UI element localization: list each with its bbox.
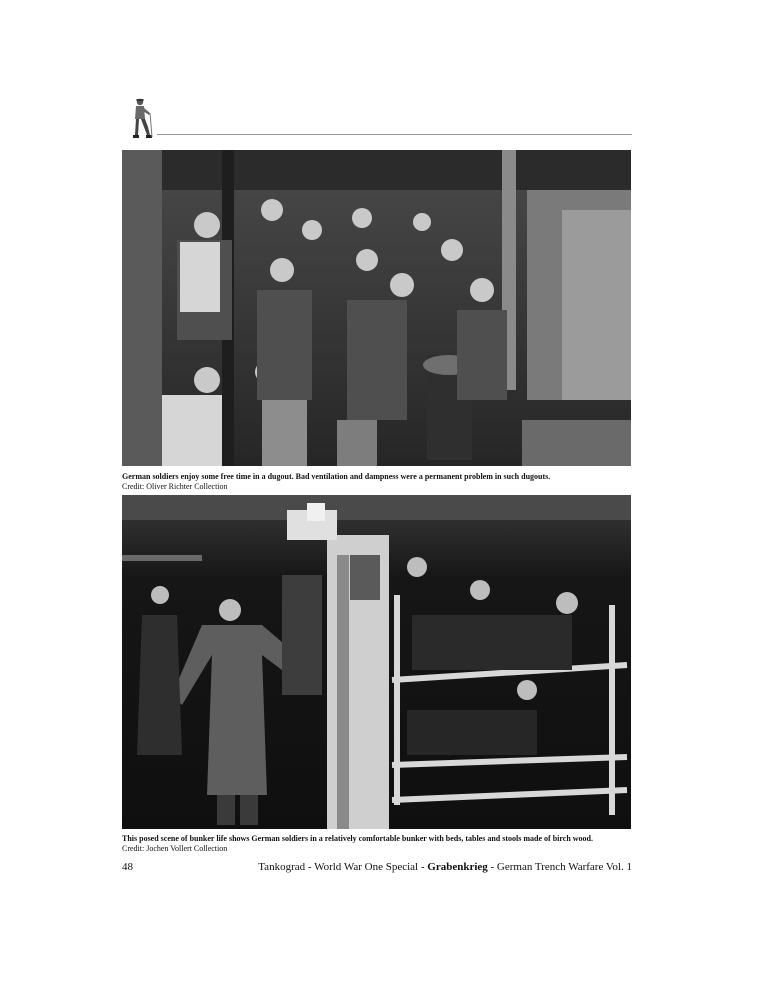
photo-credit: Credit: Jochen Vollert Collection [122,843,228,853]
page-number: 48 [122,861,133,873]
caption-text: This posed scene of bunker life shows German soldiers in a relatively comfortable bunker with beds, tables and stools made of birch wood. [122,834,593,843]
running-title-bold: Grabenkrieg [427,861,488,873]
photo-caption [122,472,637,491]
running-title [258,860,632,874]
running-title-suffix: - German Trench Warfare Vol. 1 [487,861,632,873]
bunker-photo [122,495,631,829]
dugout-photo [122,150,631,466]
soldier-figure-icon [130,97,154,139]
running-title-prefix: Tankograd - World War One Special - [258,861,428,873]
caption-text: German soldiers enjoy some free time in a dugout. Bad ventilation and dampness were a permanent problem in such dugouts. [122,472,551,481]
photo-credit: Credit: Oliver Richter Collection [122,481,228,491]
photo-caption [122,834,637,853]
page-footer [122,860,632,874]
header-rule [157,134,632,135]
